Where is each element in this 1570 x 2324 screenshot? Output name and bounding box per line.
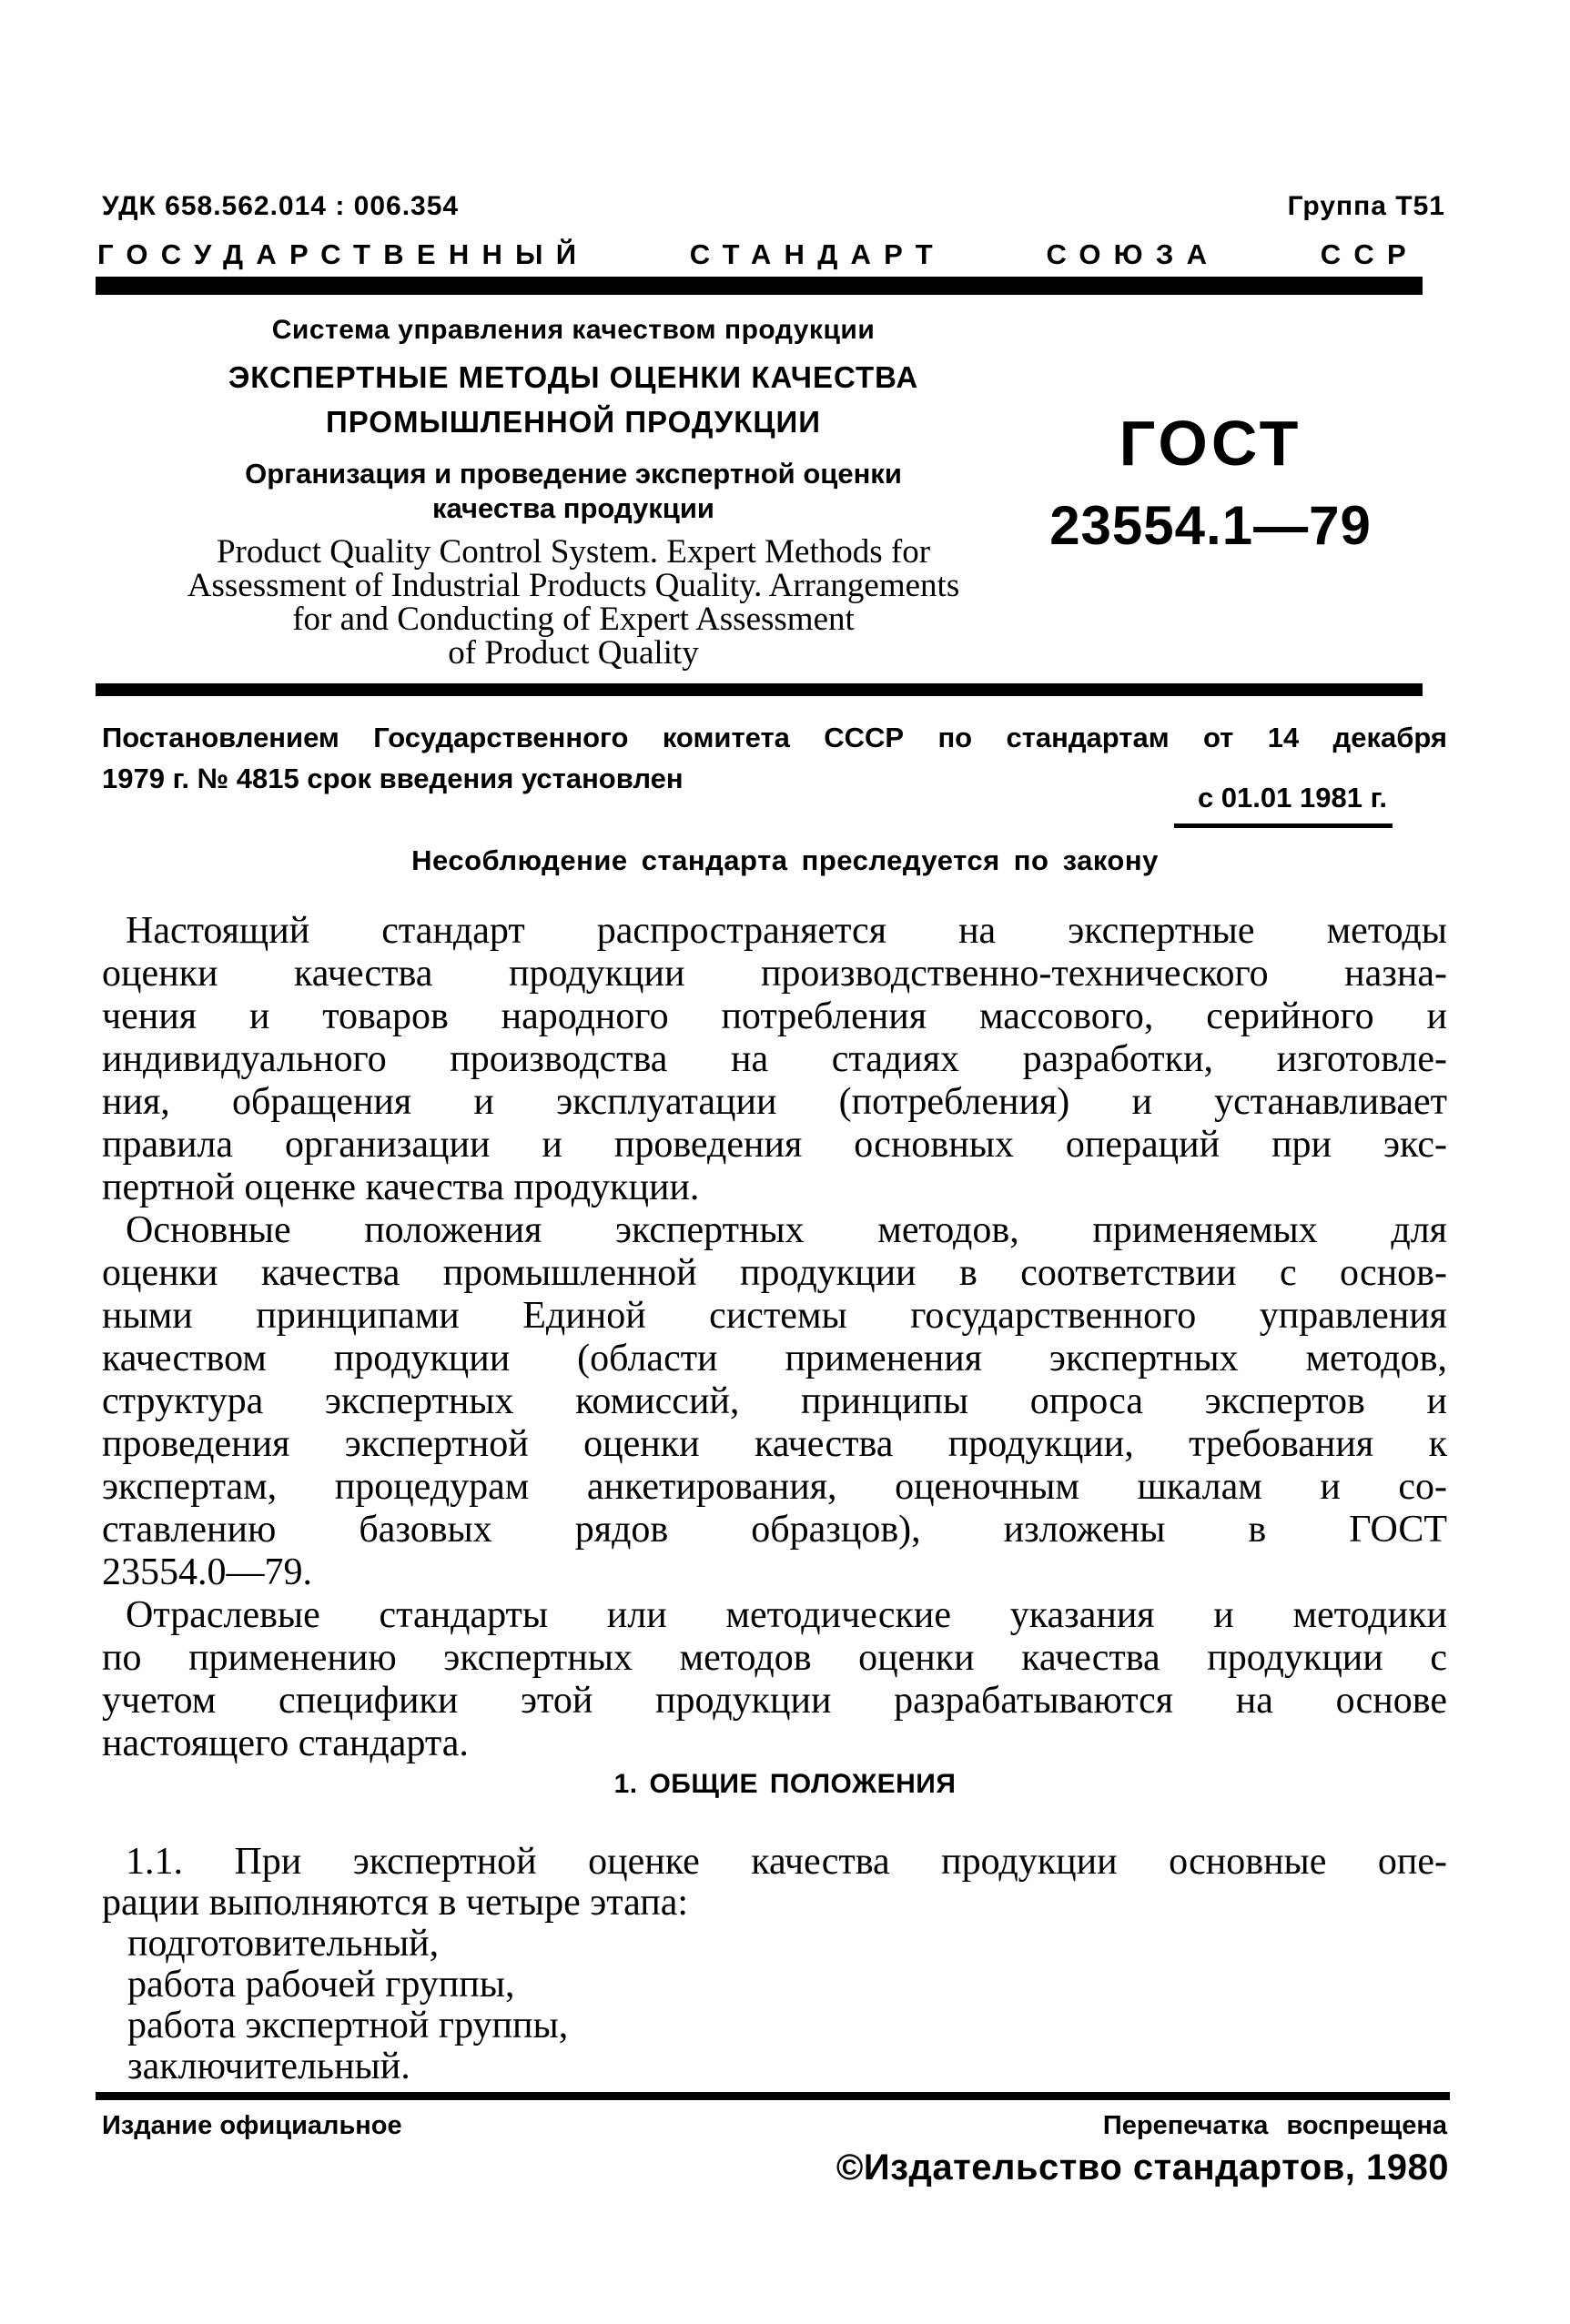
group-label: Группа Т51 xyxy=(1287,191,1445,221)
body-text xyxy=(102,910,1447,1765)
official-edition-label: Издание официальное xyxy=(102,2111,402,2140)
standard-subtitle-line1: Организация и проведение экспертной оценки xyxy=(245,458,902,490)
body-line: структура экспертных комиссий, принципы опроса экспертов и xyxy=(102,1380,1447,1422)
body-line: по применению экспертных методов оценки качества продукции с xyxy=(102,1637,1447,1679)
copyright-notice: ©Издательство стандартов, 1980 xyxy=(836,2147,1449,2188)
body-line: ставлению базовых рядов образцов), изложены в ГОСТ xyxy=(102,1509,1447,1551)
decree-line: Постановлением Государственного комитета СССР по стандартам от 14 декабря xyxy=(102,722,1447,753)
top-reference-line xyxy=(102,191,1445,222)
body-line: чения и товаров народного потребления массового, серийного и xyxy=(102,995,1447,1037)
effective-date: с 01.01 1981 г. xyxy=(1174,781,1393,828)
body-line: Настоящий стандарт распространяется на экспертные методы xyxy=(126,910,1447,952)
stage-item: работа рабочей группы, xyxy=(127,1964,515,2006)
decree-line: 1979 г. № 4815 срок введения установлен xyxy=(102,763,684,794)
reprint-prohibited-label: Перепечатка воспрещена xyxy=(1102,2111,1447,2140)
body-line: оценки качества промышленной продукции в соответствии с основ- xyxy=(102,1252,1447,1294)
gost-number: 23554.1—79 xyxy=(1049,495,1372,556)
footer-line xyxy=(102,2111,1447,2141)
clause-line: рации выполняются в четыре этапа: xyxy=(102,1882,689,1924)
body-line: Отраслевые стандарты или методические указания и методики xyxy=(126,1594,1447,1636)
udk-number: УДК 658.562.014 : 006.354 xyxy=(102,191,460,221)
stage-item: заключительный. xyxy=(127,2046,410,2087)
body-line: ными принципами Единой системы государственного управления xyxy=(102,1295,1447,1337)
body-line: оценки качества продукции производственно-технического назна- xyxy=(102,953,1447,995)
section-heading: 1. ОБЩИЕ ПОЛОЖЕНИЯ xyxy=(613,1769,957,1799)
body-line: Основные положения экспертных методов, применяемых для xyxy=(126,1209,1447,1251)
standard-subtitle-line2: качества продукции xyxy=(432,492,714,524)
header-word: СОЮЗА xyxy=(1046,238,1221,270)
body-line: индивидуального производства на стадиях разработки, изготовле- xyxy=(102,1038,1447,1080)
english-title-line: of Product Quality xyxy=(448,634,699,672)
clause-line: 1.1. При экспертной оценке качества продукции основные опе- xyxy=(126,1841,1447,1883)
system-title: Система управления качеством продукции xyxy=(271,315,876,345)
standard-title-line2: ПРОМЫШЛЕННОЙ ПРОДУКЦИИ xyxy=(326,405,821,439)
header-word: СТАНДАРТ xyxy=(689,238,946,270)
horizontal-rule-footer xyxy=(96,2092,1450,2100)
body-line: качеством продукции (области применения экспертных методов, xyxy=(102,1338,1447,1379)
english-title-line: Assessment of Industrial Products Quality. Arrangements xyxy=(187,567,960,604)
title-block xyxy=(114,315,1033,670)
header-word: ГОСУДАРСТВЕННЫЙ xyxy=(97,238,590,270)
standard-title-line1: ЭКСПЕРТНЫЕ МЕТОДЫ ОЦЕНКИ КАЧЕСТВА xyxy=(228,360,919,394)
body-line: настоящего стандарта. xyxy=(102,1723,469,1764)
stage-item: подготовительный, xyxy=(127,1923,440,1965)
body-line: учетом специфики этой продукции разрабатываются на основе xyxy=(102,1680,1447,1722)
law-notice: Несоблюдение стандарта преследуется по закону xyxy=(411,844,1159,876)
horizontal-rule-top xyxy=(96,277,1423,295)
english-title-line: for and Conducting of Expert Assessment xyxy=(292,601,855,638)
body-line: пертной оценке качества продукции. xyxy=(102,1167,700,1208)
gost-designation xyxy=(992,408,1429,556)
gost-label: ГОСТ xyxy=(1119,408,1302,479)
state-standard-header xyxy=(97,238,1419,271)
body-line: проведения экспертной оценки качества продукции, требования к xyxy=(102,1423,1447,1465)
body-line: ния, обращения и эксплуатации (потребления) и устанавливает xyxy=(102,1081,1447,1123)
horizontal-rule-title-bottom xyxy=(96,683,1423,696)
clause-1-1 xyxy=(102,1842,1447,2087)
english-title-line: Product Quality Control System. Expert Methods for xyxy=(216,533,931,571)
header-word: ССР xyxy=(1320,238,1419,270)
body-line: 23554.0—79. xyxy=(102,1551,312,1593)
stage-item: работа экспертной группы, xyxy=(127,2005,569,2046)
body-line: правила организации и проведения основных операций при экс- xyxy=(102,1124,1447,1166)
body-line: экспертам, процедурам анкетирования, оценочным шкалам и со- xyxy=(102,1466,1447,1508)
english-title xyxy=(114,535,1033,670)
